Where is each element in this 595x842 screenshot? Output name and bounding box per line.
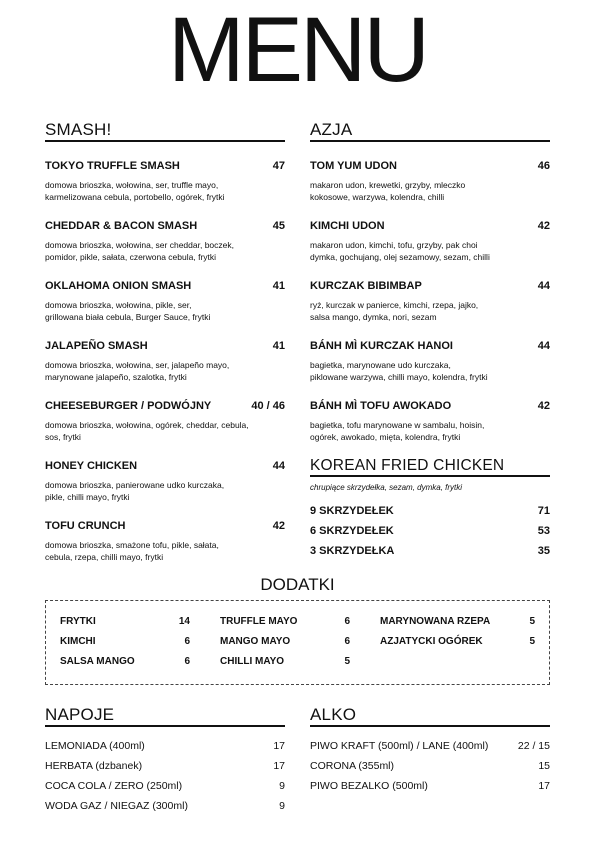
section-title-napoje: NAPOJE [45, 705, 115, 724]
drink-name: PIWO KRAFT (500ml) / LANE (400ml) [310, 740, 489, 752]
drink-name: CORONA (355ml) [310, 760, 395, 772]
drink-item [45, 800, 285, 814]
addon-name: AZJATYCKI OGÓREK [380, 636, 483, 647]
drink-item [310, 740, 550, 754]
drink-name: HERBATA (dzbanek) [45, 760, 143, 772]
item-name: 6 SKRZYDEŁEK [310, 525, 394, 537]
section-title-alko: ALKO [310, 705, 357, 724]
addon-name: CHILLI MAYO [220, 656, 285, 667]
drink-price: 17 [273, 760, 285, 772]
item-name: TOKYO TRUFFLE SMASH [45, 160, 180, 172]
item-name: OKLAHOMA ONION SMASH [45, 280, 192, 292]
item-price: 71 [537, 505, 550, 517]
addon-name: KIMCHI [60, 636, 96, 647]
addon-price: 6 [344, 616, 350, 627]
addon-name: FRYTKI [60, 616, 96, 627]
addon-price: 6 [344, 636, 350, 647]
item-name: KIMCHI UDON [310, 220, 385, 232]
drink-name: WODA GAZ / NIEGAZ (300ml) [45, 800, 188, 812]
item-price: 42 [537, 220, 550, 232]
item-description: domowa brioszka, panierowane udko kurczaka, pikle, chilli mayo, frytki [45, 480, 225, 502]
item-description: domowa brioszka, wołowina, ser, jalapeño mayo, marynowane jalapeño, szalotka, frytki [45, 360, 230, 382]
drink-price: 22 / 15 [517, 740, 550, 752]
section-title-azja: AZJA [310, 120, 353, 139]
item-description: domowa brioszka, wołowina, ser cheddar, boczek, pomidor, pikle, sałata, czerwona cebula, frytki [45, 240, 234, 262]
drink-item [310, 760, 550, 774]
drink-name: COCA COLA / ZERO (250ml) [45, 780, 183, 792]
drink-name: PIWO BEZALKO (500ml) [310, 780, 428, 792]
item-description: ryż, kurczak w panierce, kimchi, rzepa, jajko, salsa mango, dymka, nori, sezam [310, 300, 479, 322]
item-price: 41 [272, 280, 285, 292]
drink-name: LEMONIADA (400ml) [45, 740, 145, 752]
item-description: makaron udon, krewetki, grzyby, mleczko kokosowe, warzywa, kolendra, chilli [310, 180, 466, 202]
item-name: CHEESEBURGER / PODWÓJNY [45, 400, 212, 412]
item-name: JALAPEÑO SMASH [45, 340, 148, 352]
item-name: BÁNH MÌ TOFU AWOKADO [310, 400, 452, 412]
menu-title: MENU [168, 0, 427, 101]
item-name: KURCZAK BIBIMBAP [310, 280, 422, 292]
item-name: TOFU CRUNCH [45, 520, 126, 532]
item-name: BÁNH MÌ KURCZAK HANOI [310, 340, 453, 352]
item-description: bagietka, tofu marynowane w sambalu, hoisin, ogórek, awokado, mięta, kolendra, frytki [310, 420, 485, 442]
item-price: 40 / 46 [251, 400, 285, 412]
drink-price: 9 [279, 780, 285, 792]
item-description: domowa brioszka, smażone tofu, pikle, sałata, cebula, rzepa, chilli mayo, frytki [45, 540, 219, 562]
drink-item [310, 780, 550, 794]
addon-name: TRUFFLE MAYO [220, 616, 298, 627]
section-subtitle: chrupiące skrzydełka, sezam, dymka, frytki [310, 483, 463, 492]
divider [310, 140, 550, 142]
addon-price: 5 [344, 656, 350, 667]
addon-price: 6 [184, 636, 190, 647]
divider [310, 725, 550, 727]
item-name: CHEDDAR & BACON SMASH [45, 220, 198, 232]
item-price: 42 [537, 400, 550, 412]
addon-price: 14 [178, 616, 190, 627]
addon-price: 5 [529, 636, 535, 647]
item-price: 35 [537, 545, 550, 557]
item-price: 44 [537, 340, 550, 352]
item-description: makaron udon, kimchi, tofu, grzyby, pak choi dymka, gochujang, olej sezamowy, sezam, chilli [310, 240, 490, 262]
addon-price: 5 [529, 616, 535, 627]
item-description: domowa brioszka, wołowina, ogórek, cheddar, cebula, sos, frytki [45, 420, 249, 442]
item-name: 9 SKRZYDEŁEK [310, 505, 394, 517]
addon-name: MARYNOWANA RZEPA [380, 616, 491, 627]
addon-name: SALSA MANGO [60, 656, 135, 667]
addon-price: 6 [184, 656, 190, 667]
item-price: 46 [537, 160, 550, 172]
item-description: bagietka, marynowane udo kurczaka, piklowane warzywa, chilli mayo, kolendra, frytki [310, 360, 488, 382]
divider [45, 725, 285, 727]
item-price: 47 [272, 160, 285, 172]
drink-price: 17 [273, 740, 285, 752]
divider [45, 140, 285, 142]
drink-item [45, 740, 285, 754]
item-price: 44 [537, 280, 550, 292]
drink-price: 17 [538, 780, 550, 792]
drink-price: 15 [538, 760, 550, 772]
item-description: domowa brioszka, wołowina, ser, truffle mayo, karmelizowana cebula, portobello, ogórek, frytki [45, 180, 225, 202]
item-description: domowa brioszka, wołowina, pikle, ser, grillowana biała cebula, Burger Sauce, frytki [45, 300, 211, 322]
section-title-dodatki: DODATKI [260, 575, 335, 594]
item-price: 41 [272, 340, 285, 352]
item-price: 42 [272, 520, 285, 532]
item-price: 45 [272, 220, 285, 232]
item-price: 53 [537, 525, 550, 537]
section-title-smash: SMASH! [45, 120, 112, 139]
addon-name: MANGO MAYO [220, 636, 291, 647]
item-price: 44 [272, 460, 285, 472]
drink-price: 9 [279, 800, 285, 812]
item-name: TOM YUM UDON [310, 160, 397, 172]
section-title-korean-fried-chicken: KOREAN FRIED CHICKEN [310, 457, 505, 474]
item-name: HONEY CHICKEN [45, 460, 138, 472]
divider [310, 475, 550, 477]
drink-item [45, 760, 285, 774]
drink-item [45, 780, 285, 794]
item-name: 3 SKRZYDEŁKA [310, 545, 395, 557]
